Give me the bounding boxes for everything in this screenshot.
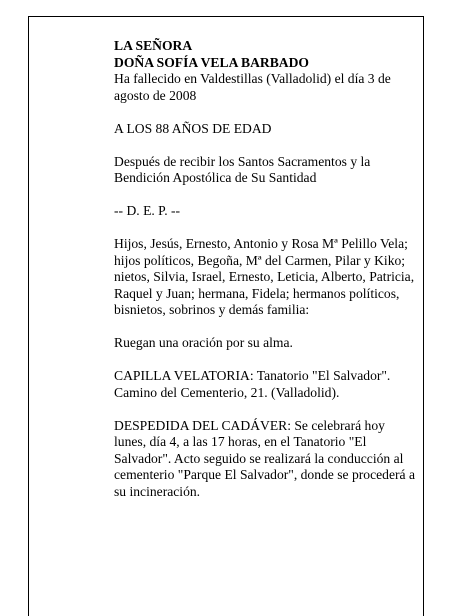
age-block [114,121,426,138]
age-line: A LOS 88 AÑOS DE EDAD [114,120,272,136]
family-block [114,236,426,319]
death-line: agosto de 2008 [114,87,197,103]
family-line: Hijos, Jesús, Ernesto, Antonio y Rosa Mª Pelillo Vela; [114,236,408,251]
deceased-name: DOÑA SOFÍA VELA BARBADO [114,54,310,70]
chapel-block [114,368,426,401]
obituary-notice [114,38,426,517]
farewell-line: su incineración. [114,483,201,499]
prayer-block [114,335,426,352]
farewell-line: DESPEDIDA DEL CADÁVER: Se celebrará hoy [114,417,385,433]
farewell-line: Salvador". Acto seguido se realizará la conducción al [114,450,404,466]
dep-line: -- D. E. P. -- [114,203,181,218]
death-line: Ha fallecido en Valdestillas (Valladolid) el día 3 de [114,71,391,86]
sacraments-line: Bendición Apostólica de Su Santidad [114,170,317,185]
family-line: hijos políticos, Begoña, Mª del Carmen, Pilar y Kiko; [114,252,406,268]
family-line: bisnietos, sobrinos y demás familia: [114,302,310,317]
farewell-line: lunes, día 4, a las 17 horas, en el Tanatorio "El [114,434,367,449]
farewell-block [114,418,426,501]
farewell-line: cementerio "Parque El Salvador", donde se procederá a [114,467,415,482]
sacraments-block [114,154,426,187]
family-line: nietos, Silvia, Israel, Ernesto, Leticia, Alberto, Patricia, [114,269,415,284]
sacraments-line: Después de recibir los Santos Sacramentos y la [114,153,371,169]
prayer-line: Ruegan una oración por su alma. [114,335,293,350]
chapel-line: CAPILLA VELATORIA: Tanatorio "El Salvador". [114,368,391,383]
chapel-line: Camino del Cementerio, 21. (Valladolid). [114,384,340,400]
dep-block [114,203,426,220]
header-block [114,38,426,104]
notice-title: LA SEÑORA [114,38,193,53]
family-line: Raquel y Juan; hermana, Fidela; hermanos políticos, [114,285,400,301]
